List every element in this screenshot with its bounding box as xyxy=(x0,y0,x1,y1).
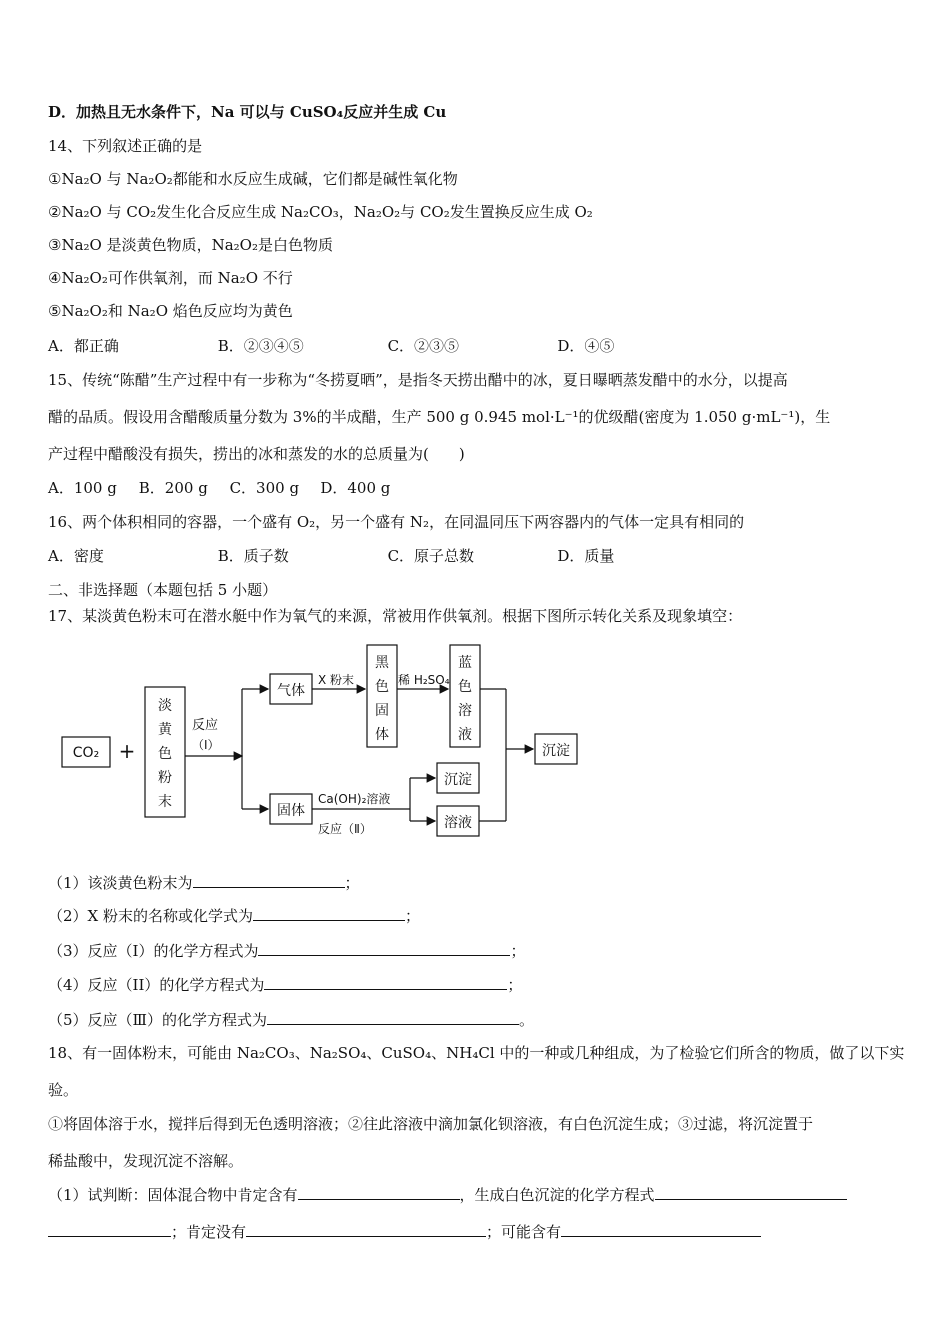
gas-label: 气体 xyxy=(277,683,305,699)
q18-procedure-cont: 稀盐酸中，发现沉淀不溶解。 xyxy=(48,1152,244,1170)
powder-char: 黄 xyxy=(158,722,172,738)
plus-sign: + xyxy=(118,739,136,763)
q14-stem: 14、下列叙述正确的是 xyxy=(48,137,203,155)
caoh2-label: Ca(OH)₂溶液 xyxy=(318,792,391,806)
answer-blank[interactable] xyxy=(298,1184,460,1200)
q15-stem-line: 醋的品质。假设用含醋酸质量分数为 3%的半成醋，生产 500 g 0.945 mol·L⁻¹的优级醋(密度为 1.050 g·mL⁻¹)，生 xyxy=(48,408,831,426)
answer-blank[interactable] xyxy=(246,1221,486,1237)
powder-char: 末 xyxy=(158,794,172,810)
q17-blank-label: （3）反应（I）的化学方程式为 xyxy=(48,942,259,960)
q15-stem-line: 产过程中醋酸没有损失，捞出的冰和蒸发的水的总质量为( ) xyxy=(48,445,465,463)
q17-blank-line xyxy=(48,905,420,926)
q16-option-a[interactable]: A．密度 xyxy=(48,547,104,565)
q18-sub1-line2 xyxy=(48,1221,761,1242)
co2-label: CO₂ xyxy=(72,745,100,761)
answer-blank[interactable] xyxy=(264,974,507,990)
answer-blank[interactable] xyxy=(655,1184,847,1200)
q15-option-a[interactable]: A．100 g xyxy=(48,479,117,497)
q18-stem-cont: 验。 xyxy=(48,1081,79,1099)
solution-label: 溶液 xyxy=(444,815,472,831)
powder-char: 粉 xyxy=(158,770,172,786)
q13-option-d: D．加热且无水条件下，Na 可以与 CuSO₄反应并生成 Cu xyxy=(48,103,447,121)
answer-blank[interactable] xyxy=(267,1009,519,1025)
q14-option-d[interactable]: D．④⑤ xyxy=(557,337,615,355)
q18-sub1-line1 xyxy=(48,1184,847,1205)
q17-blank-label: （2）X 粉末的名称或化学式为 xyxy=(48,907,253,925)
q16-stem: 16、两个体积相同的容器，一个盛有 O₂，另一个盛有 N₂，在同温同压下两容器内的气体一定具有相同的 xyxy=(48,513,745,531)
q15-option-c[interactable]: C．300 g xyxy=(229,479,300,497)
q17-blank-line xyxy=(48,940,526,961)
q14-statement: ④Na₂O₂可作供氧剂，而 Na₂O 不行 xyxy=(48,269,293,287)
q18-sub1-text: ，生成白色沉淀的化学方程式 xyxy=(459,1186,655,1204)
powder-char: 色 xyxy=(158,746,172,762)
black-solid-char: 固 xyxy=(375,703,389,719)
reaction1-label: 反应 xyxy=(192,718,219,733)
q14-statement: ③Na₂O 是淡黄色物质，Na₂O₂是白色物质 xyxy=(48,236,333,254)
answer-blank[interactable] xyxy=(193,872,345,888)
q17-blank-line xyxy=(48,974,522,995)
blue-solution-char: 色 xyxy=(458,679,472,695)
q17-flow-diagram xyxy=(60,640,590,840)
q15-options xyxy=(48,478,390,498)
blank-end: ； xyxy=(510,942,526,960)
q17-blank-label: （5）反应（Ⅲ）的化学方程式为 xyxy=(48,1011,268,1029)
q14-option-c[interactable]: C．②③⑤ xyxy=(387,337,460,355)
q16-option-b[interactable]: B．质子数 xyxy=(217,547,289,565)
q15-option-d[interactable]: D．400 g xyxy=(320,479,391,497)
solid-label: 固体 xyxy=(277,803,305,819)
q14-option-b[interactable]: B．②③④⑤ xyxy=(217,337,304,355)
blank-end: 。 xyxy=(519,1011,535,1029)
answer-blank[interactable] xyxy=(253,905,405,921)
blank-end: ； xyxy=(344,874,360,892)
q14-statement: ①Na₂O 与 Na₂O₂都能和水反应生成碱，它们都是碱性氧化物 xyxy=(48,170,458,188)
blue-solution-char: 液 xyxy=(458,727,472,743)
q16-options xyxy=(48,546,614,566)
q14-statement: ②Na₂O 与 CO₂发生化合反应生成 Na₂CO₃，Na₂O₂与 CO₂发生置换反应生成 O₂ xyxy=(48,203,593,221)
answer-blank[interactable] xyxy=(561,1221,761,1237)
q16-option-d[interactable]: D．质量 xyxy=(557,547,615,565)
q18-sub1-text: ；可能含有 xyxy=(486,1223,562,1241)
q17-blank-label: （4）反应（II）的化学方程式为 xyxy=(48,976,265,994)
blue-solution-char: 溶 xyxy=(458,703,472,719)
answer-blank[interactable] xyxy=(258,940,510,956)
blank-end: ； xyxy=(507,976,523,994)
final-precipitate-label: 沉淀 xyxy=(542,743,570,759)
reaction2-label: 反应（Ⅱ） xyxy=(318,822,372,836)
q18-stem: 18、有一固体粉末，可能由 Na₂CO₃、Na₂SO₄、CuSO₄、NH₄Cl 中的一种或几种组成，为了检验它们所含的物质，做了以下实 xyxy=(48,1044,905,1062)
acid-label: 稀 H₂SO₄ xyxy=(398,673,450,687)
q17-blank-line xyxy=(48,1009,534,1030)
black-solid-char: 色 xyxy=(375,679,389,695)
x-powder-label: X 粉末 xyxy=(318,673,355,687)
q17-stem: 17、某淡黄色粉末可在潜水艇中作为氧气的来源，常被用作供氧剂。根据下图所示转化关系及现象填空： xyxy=(48,607,743,625)
q18-sub1-label: （1）试判断：固体混合物中肯定含有 xyxy=(48,1186,298,1204)
answer-blank[interactable] xyxy=(48,1221,171,1237)
q18-sub1-text: ；肯定没有 xyxy=(171,1223,247,1241)
q15-stem-line: 15、传统“陈醋”生产过程中有一步称为“冬捞夏晒”，是指冬天捞出醋中的冰，夏日曝晒蒸发醋中的水分，以提高 xyxy=(48,371,788,389)
precipitate-label: 沉淀 xyxy=(444,772,472,788)
section-heading: 二、非选择题（本题包括 5 小题） xyxy=(48,581,278,599)
blank-end: ； xyxy=(405,907,421,925)
q16-option-c[interactable]: C．原子总数 xyxy=(387,547,475,565)
q14-options xyxy=(48,336,614,356)
blue-solution-char: 蓝 xyxy=(458,655,472,671)
black-solid-char: 体 xyxy=(375,727,389,743)
q18-procedure: ①将固体溶于水，搅拌后得到无色透明溶液；②往此溶液中滴加氯化钡溶液，有白色沉淀生成；③过滤，将沉淀置于 xyxy=(48,1115,814,1133)
q17-blank-label: （1）该淡黄色粉末为 xyxy=(48,874,193,892)
q14-statement: ⑤Na₂O₂和 Na₂O 焰色反应均为黄色 xyxy=(48,302,293,320)
black-solid-char: 黑 xyxy=(375,655,389,671)
q17-blank-line xyxy=(48,872,360,893)
powder-char: 淡 xyxy=(158,698,172,714)
q15-option-b[interactable]: B．200 g xyxy=(138,479,208,497)
reaction1-number: （Ⅰ） xyxy=(192,738,220,752)
q14-option-a[interactable]: A．都正确 xyxy=(48,337,119,355)
